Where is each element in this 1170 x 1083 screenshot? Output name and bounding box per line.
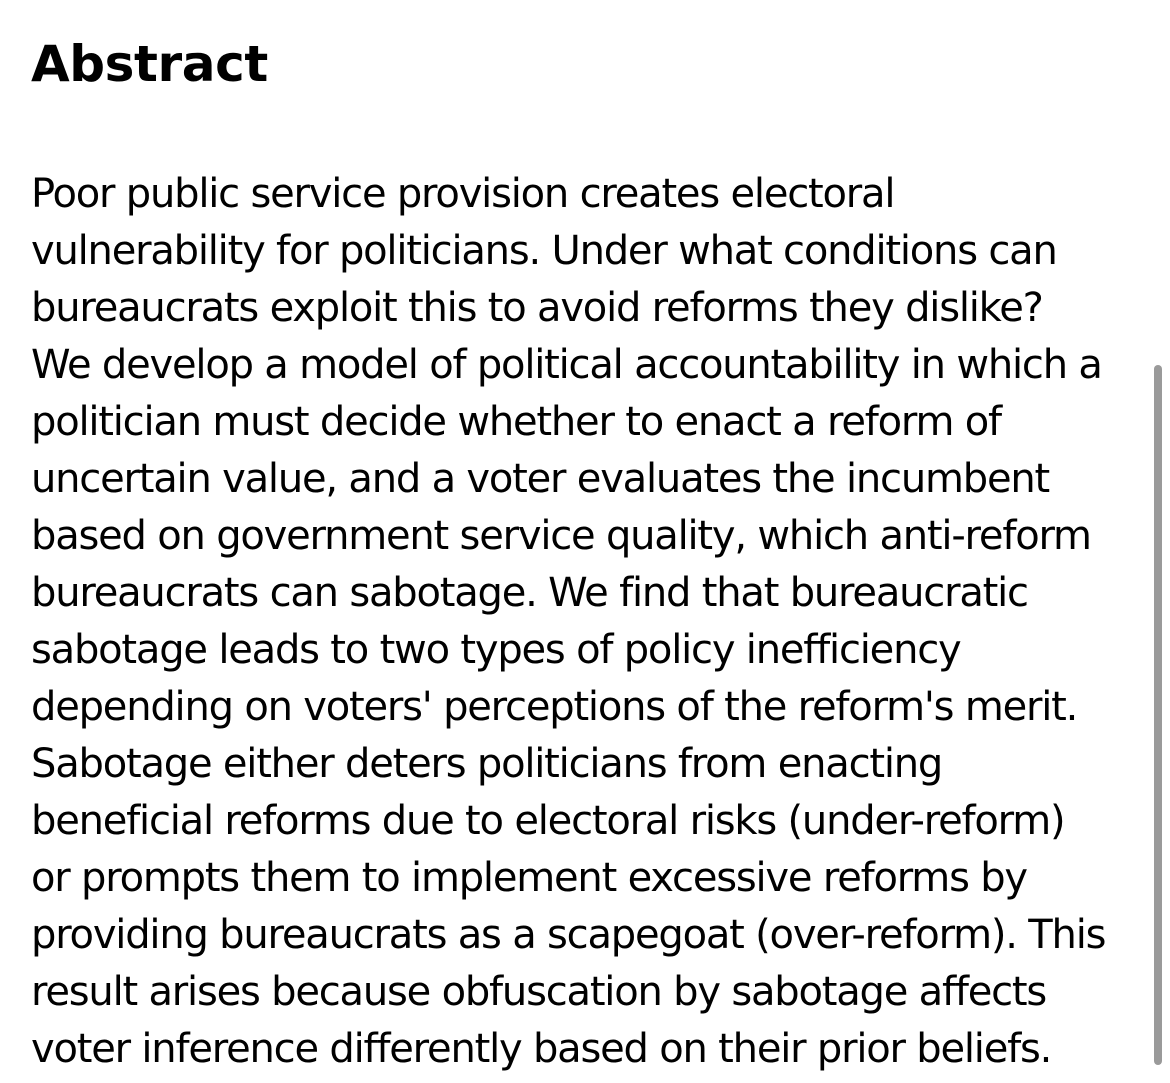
abstract-line: bureaucrats exploit this to avoid reforms they dislike? xyxy=(31,285,1043,331)
abstract-line: based on government service quality, which anti-reform xyxy=(31,513,1091,559)
abstract-line: We develop a model of political accountability in which a xyxy=(31,342,1102,388)
abstract-line: providing bureaucrats as a scapegoat (over-reform). This xyxy=(31,912,1106,958)
abstract-heading: Abstract xyxy=(31,35,268,93)
abstract-line: depending on voters' perceptions of the reform's merit. xyxy=(31,684,1078,730)
abstract-line: Poor public service provision creates electoral xyxy=(31,171,895,217)
abstract-line: politician must decide whether to enact a reform of xyxy=(31,399,1001,445)
abstract-line: bureaucrats can sabotage. We find that bureaucratic xyxy=(31,570,1028,616)
abstract-line: result arises because obfuscation by sabotage affects xyxy=(31,969,1047,1015)
abstract-line: uncertain value, and a voter evaluates the incumbent xyxy=(31,456,1049,502)
abstract-line: voter inference differently based on their prior beliefs. xyxy=(31,1026,1052,1072)
scrollbar-thumb[interactable] xyxy=(1154,365,1162,1065)
vertical-scrollbar[interactable] xyxy=(1152,0,1170,1083)
abstract-body xyxy=(31,166,1151,1078)
abstract-line: beneficial reforms due to electoral risks (under-reform) xyxy=(31,798,1065,844)
abstract-line: sabotage leads to two types of policy inefficiency xyxy=(31,627,961,673)
abstract-line: vulnerability for politicians. Under what conditions can xyxy=(31,228,1057,274)
abstract-line: Sabotage either deters politicians from enacting xyxy=(31,741,943,787)
abstract-line: or prompts them to implement excessive reforms by xyxy=(31,855,1027,901)
